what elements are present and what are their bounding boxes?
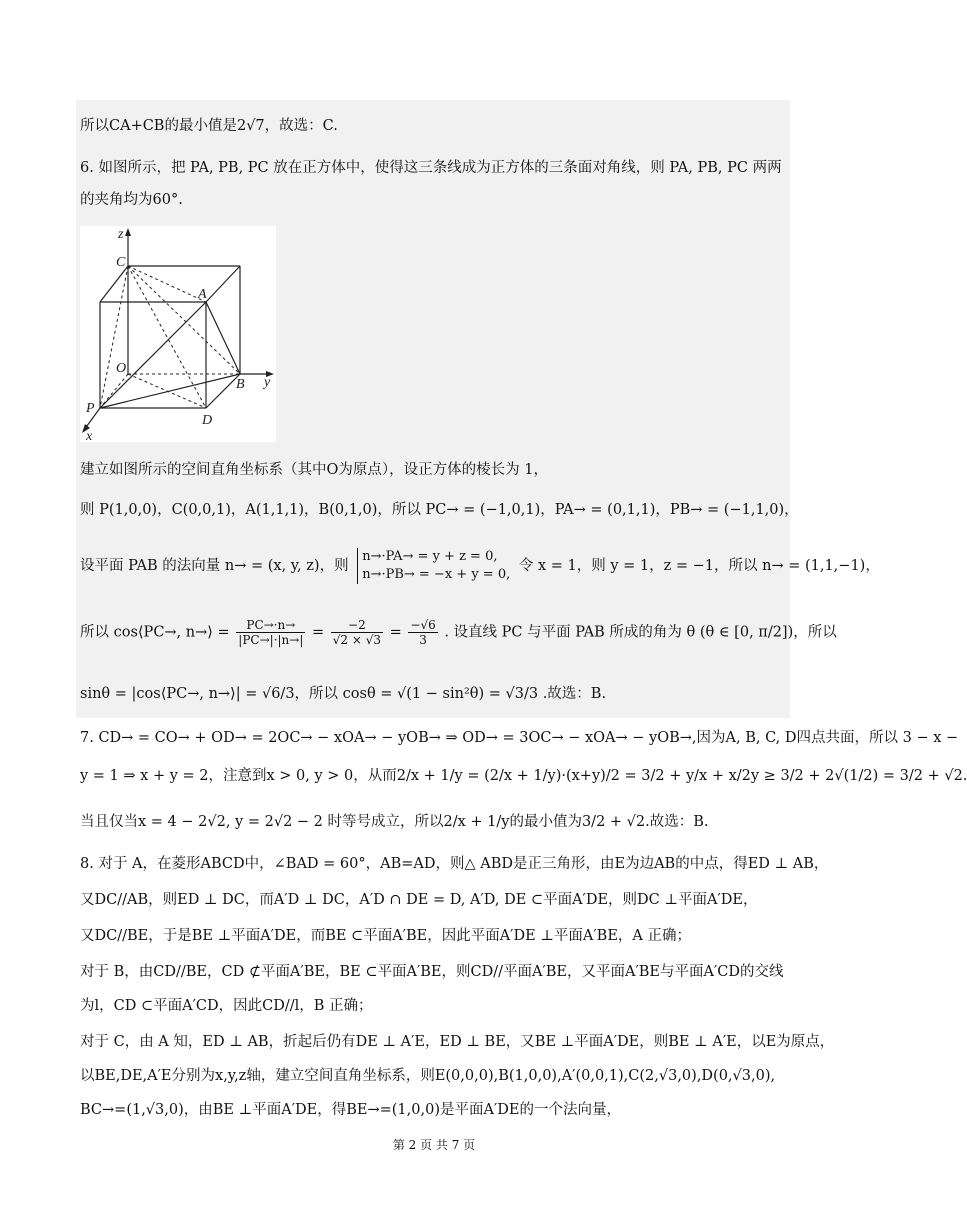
point-label-O: O [116, 361, 127, 376]
text-line: 对于 C，由 A 知，ED ⊥ AB，折起后仍有DE ⊥ A′E，ED ⊥ BE，又BE ⊥平面A′DE，则BE ⊥ A′E，以E为原点， [80, 1034, 835, 1050]
text-line: 建立如图所示的空间直角坐标系（其中O为原点），设正方体的棱长为 1， [80, 462, 548, 478]
dashed-CA [128, 266, 206, 302]
z-arrow-icon [125, 228, 131, 236]
axis-label-x: x [86, 429, 93, 444]
point-label-C: C [116, 255, 126, 270]
diagonal-PA [100, 302, 206, 408]
fraction-denominator: |PC→|·|n→| [238, 633, 304, 647]
diagonal-PC [100, 266, 128, 408]
text-line: sinθ = |cos⟨PC→, n→⟩| = √6/3，所以 cosθ = √(1 − sin²θ) = √3/3 .故选：B. [80, 686, 607, 702]
hidden-edge [100, 374, 128, 408]
text-line: 又DC//AB，则ED ⊥ DC，而A′D ⊥ DC，A′D ∩ DE = D, A′D, DE ⊂平面A′DE，则DC ⊥平面A′DE， [80, 892, 758, 908]
cube-edge [206, 266, 240, 302]
equation-row: n→·PB→ = −x + y = 0, [362, 567, 511, 582]
page-footer: 第 2 页 共 7 页 [392, 1138, 476, 1152]
text-line-cos [80, 618, 837, 647]
equation-system [357, 548, 510, 584]
text-line: BC→=(1,√3,0)，由BE ⊥平面A′DE，得BE→=(1,0,0)是平面A′DE的一个法向量， [80, 1102, 621, 1118]
equation-row: n→·PA→ = y + z = 0, [362, 549, 498, 564]
cube-edge [100, 266, 128, 302]
dashed-OD [128, 374, 206, 408]
text-line: 8. 对于 A，在菱形ABCD中，∠BAD = 60°，AB=AD，则△ ABD是正三角形，由E为边AB的中点，得ED ⊥ AB， [80, 856, 829, 872]
fraction-numerator: −√6 [410, 618, 436, 632]
fraction-numerator: PC→·n→ [236, 618, 305, 633]
cube-edge [206, 374, 240, 408]
cos-lead-text: 所以 cos⟨PC→, n→⟩ = [80, 624, 230, 641]
equals-sign: = [312, 624, 325, 641]
axis-label-z: z [118, 227, 124, 242]
text-line: y = 1 ⇒ x + y = 2，注意到x > 0, y > 0，从而2/x + 1/y = (2/x + 1/y)·(x+y)/2 = 3/2 + y/x + x/2y ≥ 3/2 + 2√(1/2) = 3/2 + √2. [80, 768, 967, 784]
system-tail-text: 令 x = 1，则 y = 1，z = −1，所以 n→ = (1,1,−1)， [518, 558, 880, 574]
text-line: 6. 如图所示，把 PA, PB, PC 放在正方体中，使得这三条线成为正方体的三条面对角线，则 PA, PB, PC 两两 [80, 160, 782, 176]
system-lead-text: 设平面 PAB 的法向量 n→ = (x, y, z)，则 [80, 558, 349, 574]
text-line: 以BE,DE,A′E分别为x,y,z轴，建立空间直角坐标系，则E(0,0,0),B(1,0,0),A′(0,0,1),C(2,√3,0),D(0,√3,0), [80, 1068, 776, 1084]
fraction [331, 618, 383, 647]
text-line: 当且仅当x = 4 − 2√2, y = 2√2 − 2 时等号成立，所以2/x + 1/y的最小值为3/2 + √2.故选：B. [80, 814, 709, 830]
point-label-P: P [86, 401, 95, 416]
point-label-D: D [202, 413, 213, 428]
point-label-A: A [198, 287, 207, 302]
fraction-numerator: −2 [331, 618, 383, 633]
diagonal-PB [100, 374, 240, 408]
diagonal-AB [206, 302, 240, 374]
dashed-CD [128, 266, 206, 408]
equals-sign: = [389, 624, 402, 641]
text-line-system [80, 548, 880, 584]
fraction [236, 618, 305, 647]
text-line: 所以CA+CB的最小值是2√7，故选：C. [80, 118, 338, 134]
fraction-denominator: √2 × √3 [332, 633, 382, 647]
text-line: 则 P(1,0,0)，C(0,0,1)，A(1,1,1)，B(0,1,0)，所以 PC→ = (−1,0,1)，PA→ = (0,1,1)，PB→ = (−1,1,0)， [80, 502, 799, 518]
dashed-CB [128, 266, 240, 374]
text-line: 又DC//BE，于是BE ⊥平面A′DE，而BE ⊂平面A′BE，因此平面A′DE ⊥平面A′BE，A 正确； [80, 928, 691, 944]
cos-tail-text: . 设直线 PC 与平面 PAB 所成的角为 θ (θ ∈ [0, π/2])，所以 [444, 624, 837, 641]
cube-diagram [80, 226, 276, 442]
fraction-denominator: 3 [419, 633, 427, 647]
text-line: 的夹角均为60°. [80, 192, 183, 208]
text-line: 7. CD→ = CO→ + OD→ = 2OC→ − xOA→ − yOB→ ⇒ OD→ = 3OC→ − xOA→ − yOB→,因为A, B, C, D四点共面，所以 3 − x − [80, 730, 959, 746]
text-line: 对于 B，由CD//BE，CD ⊄平面A′BE，BE ⊂平面A′BE，则CD//平面A′BE，又平面A′BE与平面A′CD的交线 [80, 964, 784, 980]
cube-figure [80, 226, 276, 442]
point-label-B: B [236, 377, 245, 392]
fraction [408, 618, 437, 647]
axis-label-y: y [264, 375, 271, 390]
text-line: 为l，CD ⊂平面A′CD，因此CD//l，B 正确； [80, 998, 373, 1014]
